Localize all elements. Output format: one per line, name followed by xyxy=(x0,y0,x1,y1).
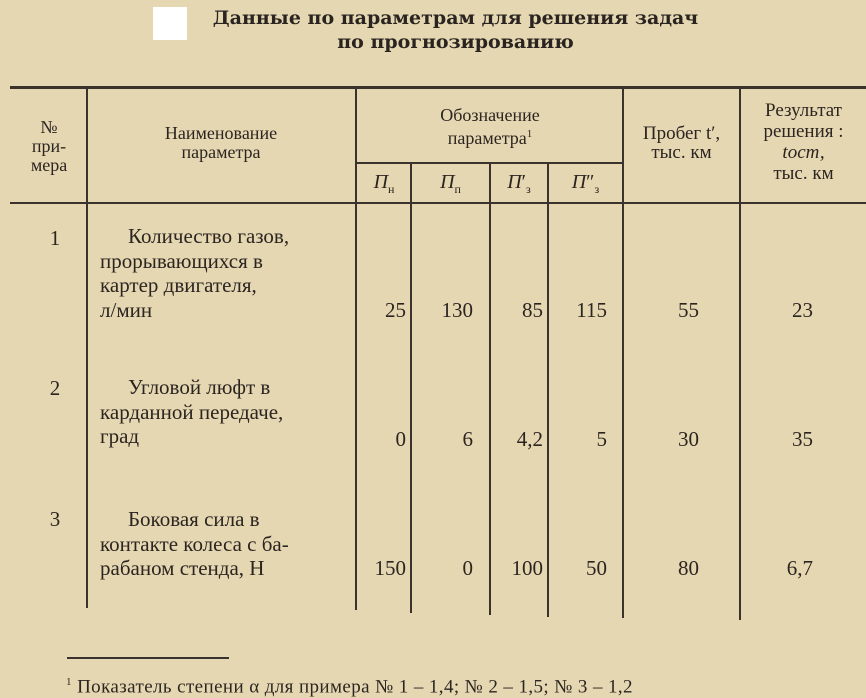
footnote xyxy=(66,676,633,698)
row-1-pz2: 115 xyxy=(576,298,607,322)
row-1-pp: 130 xyxy=(441,298,473,322)
symbol-p-n: $П_н$ xyxy=(373,171,395,196)
row-1-parameter-name: Количество газов, прорывающихся в картер двигателя, л/мин xyxy=(100,224,290,322)
page-title xyxy=(0,6,866,54)
row-1-no: 1 xyxy=(49,226,61,250)
symbol-p-p: $П_п$ xyxy=(440,171,461,196)
row-2-mileage: 30 xyxy=(678,427,699,451)
row-2-result: 35 xyxy=(792,427,813,451)
header-example-no: № при- мера xyxy=(30,117,68,175)
col-divider xyxy=(355,88,357,610)
symbol-p-z-prime: $П'_з$ xyxy=(507,171,531,196)
row-1-pn: 25 xyxy=(385,298,406,322)
col-divider xyxy=(86,88,88,608)
row-3-parameter-name: Боковая сила в контакте колеса с ба- рабаном стенда, Н xyxy=(100,507,289,580)
table-top-rule xyxy=(10,86,866,89)
title-line-1: Данные по параметрам для решения задач xyxy=(212,7,699,29)
footnote-rule xyxy=(67,657,229,659)
row-3-result: 6,7 xyxy=(786,556,813,580)
row-2-pp: 6 xyxy=(462,427,473,451)
footnote-mark: 1 xyxy=(526,128,533,140)
row-1-result: 23 xyxy=(792,298,813,322)
col-divider xyxy=(622,88,624,618)
row-2-pz2: 5 xyxy=(596,427,607,451)
header-mileage: Пробег t′, тыс. км xyxy=(642,123,721,163)
col-divider xyxy=(547,163,549,617)
row-3-pz1: 100 xyxy=(511,556,543,580)
footnote-text: Показатель степени α для примера № 1 – 1,4; № 2 – 1,5; № 3 – 1,2 xyxy=(77,676,633,698)
row-1-pz1: 85 xyxy=(522,298,543,322)
row-3-mileage: 80 xyxy=(678,556,699,580)
row-2-pn: 0 xyxy=(395,427,406,451)
title-line-2: по прогнозированию xyxy=(337,31,574,53)
col-divider xyxy=(410,163,412,613)
header-result: Результат решения : tост, тыс. км xyxy=(763,100,844,184)
row-3-pp: 0 xyxy=(462,556,473,580)
row-2-no: 2 xyxy=(49,376,61,400)
row-3-pz2: 50 xyxy=(586,556,607,580)
footnote-mark: 1 xyxy=(66,676,72,688)
row-1-mileage: 55 xyxy=(678,298,699,322)
symbol-p-z-double-prime: $П''_з$ xyxy=(571,171,600,196)
row-2-pz1: 4,2 xyxy=(516,427,543,451)
header-parameter-name: Наименование параметра xyxy=(164,123,278,162)
header-bottom-rule xyxy=(10,202,866,204)
row-3-no: 3 xyxy=(49,507,61,531)
header-designation: Обозначение параметра$^1$ xyxy=(440,105,540,148)
col-divider xyxy=(489,163,491,615)
row-2-parameter-name: Угловой люфт в карданной передаче, град xyxy=(100,375,284,448)
row-3-pn: 150 xyxy=(374,556,406,580)
